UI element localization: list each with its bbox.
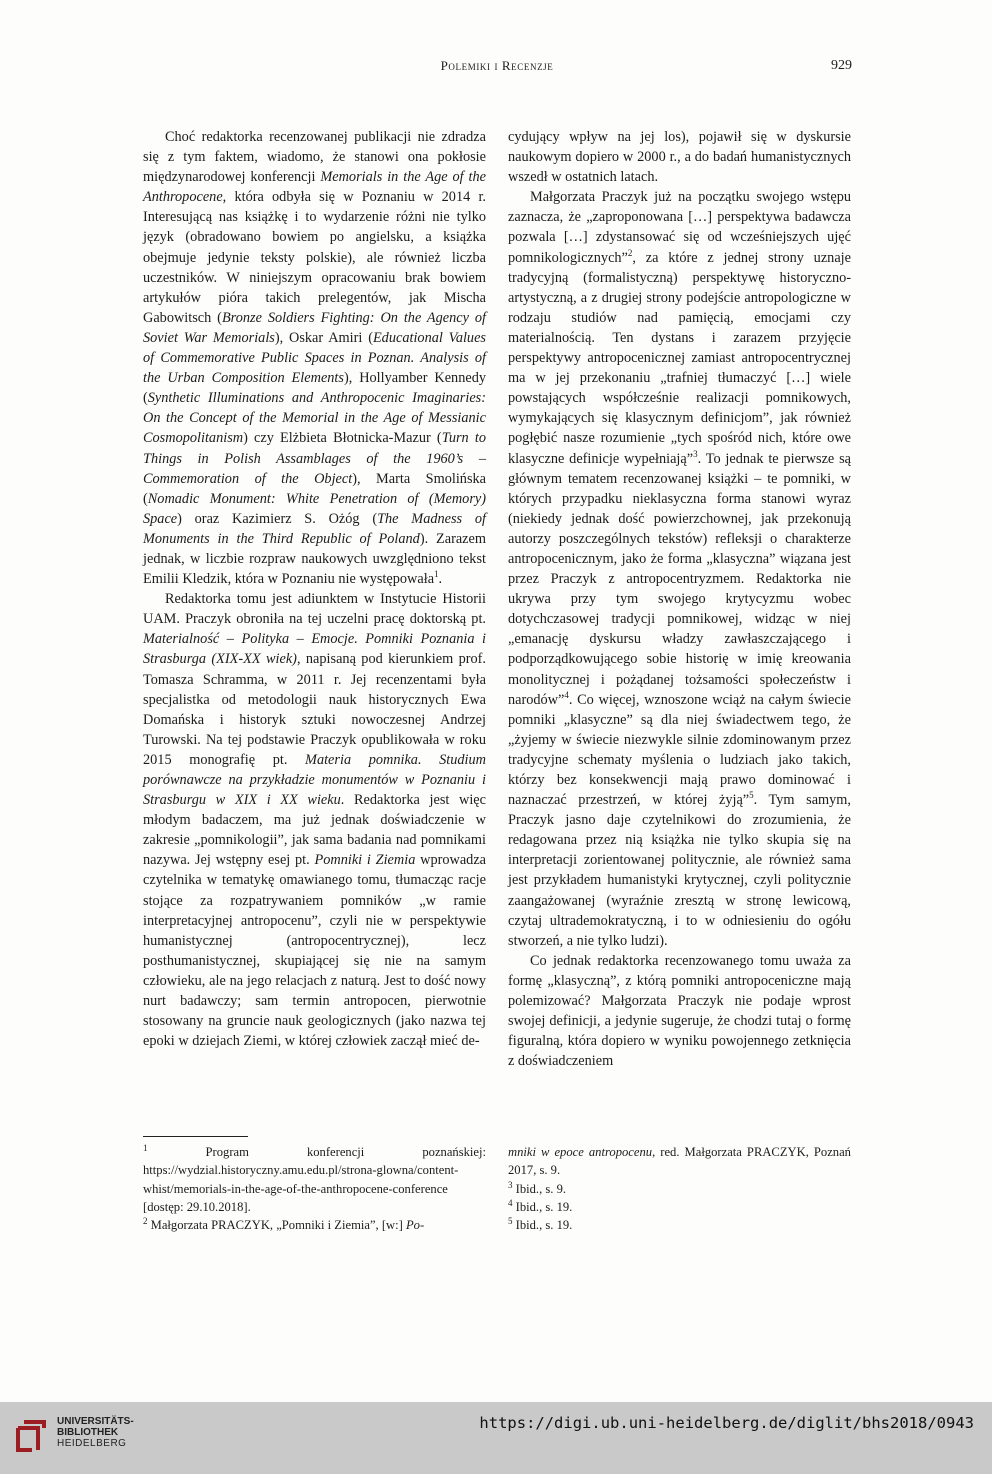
text: ), Hollyamber Kennedy ( — [143, 370, 486, 407]
italic-title: Pomniki i Ziemia — [314, 852, 416, 869]
footnote-5 — [508, 1216, 851, 1234]
text: Redaktorka tomu jest adiunktem w Instytucie Historii UAM. Praczyk obroniła na tej uczelni pracę doktorską pt. — [143, 591, 486, 628]
text: ) czy Elżbieta Błotnicka-Mazur ( — [243, 430, 442, 447]
footnote-text: Ibid., s. 19. — [512, 1218, 573, 1233]
footnote-1 — [143, 1143, 486, 1216]
footnote-4 — [508, 1198, 851, 1216]
text: ). Zarazem jednak, w liczbie rozpraw naukowych uwzględniono tekst Emilii Kledzik, która w Poznaniu nie występowała — [143, 530, 486, 588]
italic-title: The Madness of Monuments in the Third Republic of Poland — [143, 510, 486, 547]
footnote-text: Program konferencji poznańskiej: https://wydzial.historyczny.amu.edu.pl/strona-glowna/content-whist/memorials-in-the-age-of-the-anthropocene-conference [dostęp: 29.10.2018]. — [143, 1145, 486, 1214]
logo-line: BIBLIOTHEK — [57, 1427, 119, 1438]
footnote-number: 5 — [508, 1216, 513, 1226]
page-number: 929 — [831, 58, 852, 73]
paragraph: cydujący wpływ na jej los), pojawił się w dyskursie naukowym dopiero w 2000 r., a do badań humanistycznych wszedł w ostatnich latach. — [508, 129, 851, 186]
footnote-text: , red. Małgorzata PRACZYK, Poznań 2017, s. 9. — [508, 1145, 851, 1178]
footnote-number: 2 — [143, 1216, 148, 1226]
footnotes-left — [143, 1143, 486, 1234]
text: ) oraz Kazimierz S. Ożóg ( — [177, 510, 378, 527]
italic-title: Nomadic Monument: White Penetration of (Memory) Space — [143, 490, 486, 527]
paragraph: Co jednak redaktorka recenzowanego tomu uważa za formę „klasyczną”, z którą pomniki antropoceniczne mają polemizować? Małgorzata Praczyk nie podaje wprost swojej definicji, a jedynie sugeruje, że chodzi tutaj o formę figuralną, która dopiero w wyniku powojennego zetknięcia z doświadczeniem — [508, 952, 851, 1070]
italic-title: Memorials in the Age of the Anthropocene — [143, 169, 486, 206]
logo-line: HEIDELBERG — [57, 1438, 127, 1449]
italic-title: Materia pomnika. Studium porównawcze na przykładzie monumentów w Poznaniu i Strasburgu w XIX i XX wieku — [143, 751, 486, 809]
footnote-2 — [143, 1216, 486, 1234]
text: . Tym samym, Praczyk jasno daje czytelnikowi do zrozumienia, że redagowana przez nią książka nie tylko skupia się na interpretacji zorientowanej politycznie, ale również sama jest przykładem humanistyki krytycznej, czyli politycznie zaangażowanej (wyraźnie zresztą w stronę lewicową, czytaj ultrademokratyczną, i to w odniesieniu do ogółu stworzeń, a nie tylko ludzi). — [508, 792, 851, 949]
italic-title: Educational Values of Commemorative Public Spaces in Poznan. Analysis of the Urban Composition Elements — [143, 329, 486, 387]
logo-line: UNIVERSITÄTS- — [57, 1416, 134, 1427]
library-logo-text — [57, 1416, 134, 1449]
text: Choć redaktorka recenzowanej publikacji nie zdradza się z tym faktem, wiadomo, że stanowi ona pokłosie międzynarodowej konferencji — [143, 129, 486, 186]
italic-title: Synthetic Illuminations and Anthropocenic Imaginaries: On the Concept of the Memorial in the Age of Messianic Cosmopolitanism — [143, 390, 486, 447]
text: , za które z jednej strony uznaje tradycyjną (formalistyczną) perspektywę historyczno-artystyczną, a z drugiej strony podejście antropologiczne w rodzaju studiów nad pamięcią, emocjami czy materialnością. Ten dystans i zarazem przyjęcie perspektywy antropocenicznej zamiast antropocentrycznej ma w jej przekonaniu „trafniej tłumaczyć […] wiele powstających współcześnie realizacji pomnikowych, wymykających się klasycznym definicjom”, jak również pogłębić nasze rozumienie „tych spośród nich, które owe klasyczne definicje wypełniają” — [508, 249, 851, 467]
text: wprowadza czytelnika w tematykę omawianego tomu, tłumacząc racje stojące za rozpatrywaniem pomników „w ramie interpretacyjnej antropocenu”, czyli nie w perspektywie humanistycznej (antropocentrycznej), lecz posthumanistycznej, skupiającej się nie na samym człowieku, ale na jego relacjach z naturą. Jest to dość nowy nurt badawczy; sam termin antropocen, pierwotnie stosowany na gruncie nauk geologicznych (jako nazwa tej epoki w dziejach Ziemi, w której człowiek zaczął mieć de- — [143, 852, 487, 1050]
footnote-3 — [508, 1180, 851, 1198]
footnote-ref[interactable]: 2 — [627, 247, 633, 258]
text: . To jednak te pierwsze są głównym tematem recenzowanej książki – te pomniki, w których przypadku nieklasyczna forma stanowi wyraz (niekiedy jednak dość powierzchownej, jak przekonują autorzy poszczególnych tekstów) refleksji o charakterze antropocenicznym, jako że forma „klasyczna” wiązana jest przez Praczyk z antropocentryzmem. Redaktorka nie ukrywa przy tym swojego krytycyzmu wobec dotychczasowej tradycji pomnikowej, widząc w niej „emanację dyskursu władzy zawłaszczającego i podporządkowującego sobie historię w imię kreowania monolitycznej i pożądanej tożsamości społeczeństw i narodów” — [508, 450, 851, 708]
footnote-ref[interactable]: 5 — [749, 790, 754, 801]
text: ), Marta Smolińska ( — [143, 470, 486, 507]
text: , która odbyła się w Poznaniu w 2014 r. Interesującą nas książkę i to wydarzenie różni nie tylko język (obradowano bowiem po angielsku, a książka obejmuje jedynie teksty polskie), ale również liczba uczestników. W niniejszym opracowaniu brak bowiem artykułów pióra takich prelegentów, jak Mischa Gabowitsch ( — [143, 189, 486, 326]
footnote-ref[interactable]: 4 — [564, 689, 569, 700]
text: , napisaną pod kierunkiem prof. Tomasza Schramma, w 2011 r. Jej recenzentami była specjalistka od metodologii nauk historycznych Ewa Domańska i historyk sztuki nowoczesnej Andrzej Turowski. Na tej podstawie Praczyk opublikowała w roku 2015 monografię pt. — [143, 651, 486, 768]
text: Małgorzata Praczyk już na początku swojego wstępu zaznacza, że „zaproponowana […] perspektywa badawcza pozwala […] zdystansować się od wcześniejszych ujęć pomnikologicznych” — [508, 189, 851, 266]
italic-title: Turn to Things in Polish Assamblages of the 1960’s – Commemoration of the Object — [143, 430, 487, 487]
running-title: Polemiki i Recenzje — [440, 58, 554, 73]
right-column — [508, 127, 851, 1071]
footnote-text: Ibid., s. 9. — [512, 1181, 567, 1196]
footnote-italic: Po- — [405, 1218, 425, 1233]
paragraph — [508, 187, 851, 951]
running-header — [142, 58, 852, 78]
italic-title: Materialność – Polityka – Emocje. Pomniki Poznania i Strasburga (XIX-XX wiek) — [143, 631, 486, 668]
paragraph — [143, 127, 486, 589]
permalink-url[interactable]: https://digi.ub.uni-heidelberg.de/diglit/bhs2018/0943 — [479, 1414, 974, 1432]
italic-title: Bronze Soldiers Fighting: On the Agency of Soviet War Memorials — [143, 309, 486, 346]
text: . — [438, 571, 443, 588]
library-logo-icon[interactable] — [10, 1416, 50, 1456]
footnote-number: 4 — [508, 1197, 513, 1208]
text: . Redaktorka jest więc młodym badaczem, ma już jednak doświadczenie w zakresie „pomnikologii”, jak sama badania nad pomnikami nazywa. Jej wstępny esej pt. — [143, 792, 486, 869]
footnote-italic: mniki w epoce antropocenu — [508, 1145, 653, 1159]
footnote-text: Ibid., s. 19. — [512, 1199, 573, 1214]
footnote-number: 1 — [143, 1142, 148, 1153]
footnote-separator — [143, 1136, 248, 1137]
paragraph — [143, 589, 486, 1051]
footnote-ref[interactable]: 1 — [434, 569, 439, 580]
footnote-text: Małgorzata PRACZYK, „Pomniki i Ziemia”, [w:] — [147, 1218, 406, 1233]
footnote-number: 3 — [508, 1179, 513, 1190]
footnotes-right — [508, 1143, 851, 1234]
left-column — [143, 127, 486, 1051]
footnote-2-continued — [508, 1143, 851, 1180]
text: ), Oskar Amiri ( — [274, 329, 373, 346]
footnote-ref[interactable]: 3 — [693, 448, 698, 459]
text: . Co więcej, wznoszone wciąż na całym świecie pomniki „klasyczne” są dla niej świadectwem tego, że „żyjemy w świecie niezwykle silnie zdominowanym przez tradycyjne schematy myślenia o ludziach jako takich, którzy bez konsekwencji mają prawo dominować i naznaczać przestrzeń, w której żyją” — [508, 691, 851, 809]
library-footer-bar — [0, 1402, 992, 1474]
